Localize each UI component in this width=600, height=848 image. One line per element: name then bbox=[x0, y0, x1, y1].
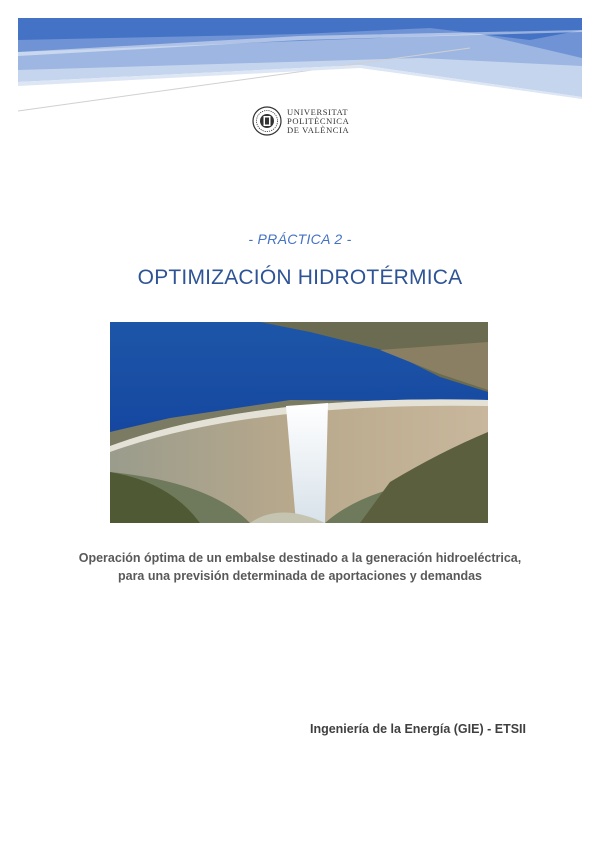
dam-photo bbox=[110, 322, 488, 523]
university-name bbox=[287, 108, 349, 135]
practice-subtitle: - PRÁCTICA 2 - bbox=[248, 231, 352, 247]
header-banner bbox=[0, 0, 600, 120]
university-name-line: POLITÈCNICA bbox=[287, 115, 350, 126]
course-label: Ingeniería de la Energía (GIE) - ETSII bbox=[309, 722, 526, 736]
university-name-line: DE VALÈNCIA bbox=[287, 124, 350, 135]
cover-description bbox=[60, 549, 540, 585]
university-logo bbox=[252, 104, 352, 138]
university-name-line: UNIVERSITAT bbox=[287, 106, 349, 117]
description-line: para una previsión determinada de aportaciones y demandas bbox=[117, 569, 482, 583]
page-title: OPTIMIZACIÓN HIDROTÉRMICA bbox=[137, 266, 463, 289]
description-line: Operación óptima de un embalse destinado a la generación hidroeléctrica, bbox=[78, 551, 522, 565]
university-seal-icon bbox=[252, 106, 282, 136]
